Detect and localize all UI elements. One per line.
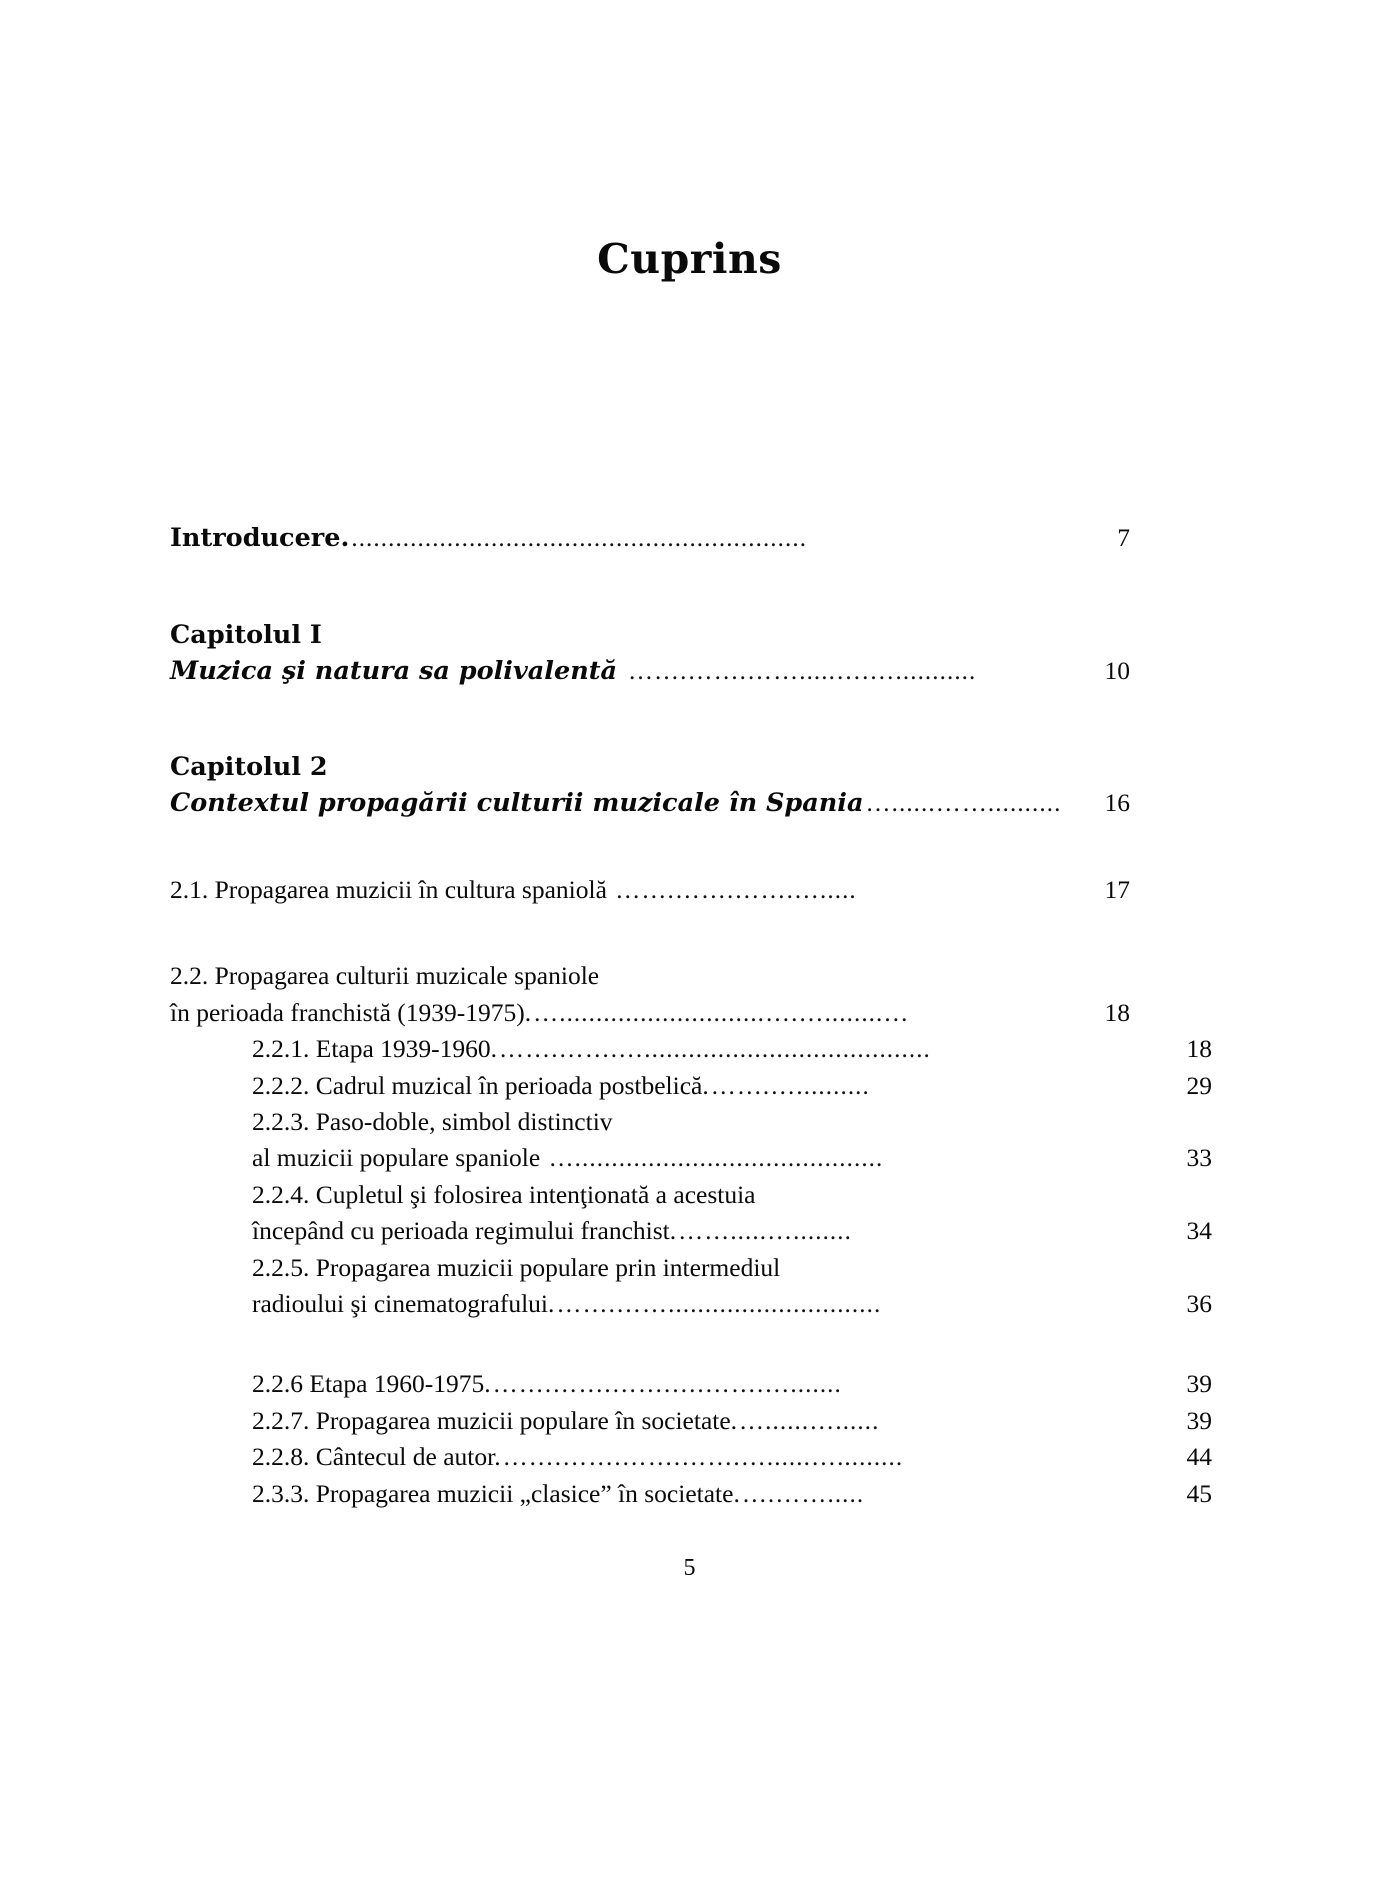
toc-entry-page: 36	[1186, 1288, 1212, 1318]
toc-entry-2-2-3-line1: 2.2.3. Paso-doble, simbol distinctiv	[252, 1107, 613, 1137]
toc-entry-label: al muzicii populare spaniole	[252, 1143, 547, 1173]
dot-leader: …….…..........	[710, 1072, 870, 1100]
toc-entry-2-1[interactable]	[170, 872, 1130, 909]
toc-entry-label: 2.2.7. Propagarea muzicii populare în societate.	[252, 1405, 738, 1435]
dot-leader: …….…….…….….....	[615, 876, 857, 904]
toc-entry-label: 2.3.3. Propagarea muzicii „clasice” în societate.	[252, 1478, 740, 1508]
toc-entry-label: 2.2.1. Etapa 1939-1960.	[252, 1034, 498, 1064]
toc-entry-page: 39	[1186, 1369, 1212, 1399]
toc-entry-page: 16	[1104, 788, 1130, 818]
toc-entry-2-2-1[interactable]	[170, 1031, 1212, 1068]
toc-entry-2-2-5-line1: 2.2.5. Propagarea muzicii populare prin intermediul	[252, 1252, 781, 1282]
dot-leader: ….…….....	[741, 1480, 865, 1508]
toc-entry-label: 2.1. Propagarea muzicii în cultura spaniolă	[170, 874, 614, 904]
page-title: Cuprins	[597, 235, 782, 283]
toc-heading-capitolul-1: Capitolul I	[170, 619, 322, 650]
dot-leader: …….…….…….….…….….......	[492, 1371, 842, 1399]
toc-entry-page: 18	[1186, 1034, 1212, 1064]
toc-entry-label: începând cu perioada regimului franchist.	[252, 1216, 677, 1246]
toc-entry-page: 17	[1104, 874, 1130, 904]
toc-entry-label: radioului şi cinematografului.	[252, 1288, 555, 1318]
toc-entry-2-2-line1: 2.2. Propagarea culturii muzicale spaniole	[170, 961, 600, 991]
dot-leader: …......……..........	[865, 790, 1062, 818]
toc-entry-page: 7	[1117, 523, 1130, 552]
page-number: 5	[683, 1555, 696, 1581]
toc-entry-label: 2.2.6 Etapa 1960-1975.	[252, 1369, 491, 1399]
toc-entry-page: 18	[1104, 997, 1130, 1027]
toc-entry-label: 2.2.8. Cântecul de autor.	[252, 1442, 501, 1472]
toc-entry-page: 44	[1186, 1442, 1212, 1472]
dot-leader: …….....…........	[678, 1218, 852, 1246]
toc-entry-page: 29	[1186, 1070, 1212, 1100]
dot-leader: …..........................................	[548, 1145, 884, 1173]
toc-entry-capitolul-1-title[interactable]	[170, 653, 1130, 690]
table-of-contents	[170, 520, 1212, 1512]
toc-entry-label: 2.2.2. Cadrul muzical în perioada postbelică.	[252, 1070, 709, 1100]
dot-leader: …......…......	[739, 1407, 880, 1435]
toc-entry-page: 34	[1186, 1216, 1212, 1246]
toc-entry-2-2-4-line2[interactable]	[170, 1213, 1212, 1250]
dot-leader: …….…….…….....….…...........	[627, 657, 977, 685]
dot-leader: …….…….............................	[556, 1290, 882, 1318]
toc-entry-2-2-5-line2[interactable]	[170, 1286, 1212, 1323]
dot-leader: ..............................................................	[351, 525, 808, 552]
toc-entry-capitolul-2-title[interactable]	[170, 785, 1130, 822]
dot-leader: …….…….…….…….…......….........	[502, 1444, 904, 1472]
toc-entry-page: 10	[1104, 655, 1130, 685]
toc-entry-2-2-7[interactable]	[170, 1403, 1212, 1440]
toc-entry-2-2-line2[interactable]	[170, 995, 1130, 1032]
toc-entry-2-2-3-line2[interactable]	[170, 1140, 1212, 1177]
toc-entry-label: Muzica şi natura sa polivalentă	[170, 655, 626, 686]
toc-entry-page: 33	[1186, 1143, 1212, 1173]
toc-entry-label: Contextul propagării culturii muzicale în Spania	[170, 788, 864, 819]
toc-entry-page: 45	[1186, 1478, 1212, 1508]
dot-leader: …............................….…........…	[533, 999, 910, 1027]
toc-heading-capitolul-2: Capitolul 2	[170, 752, 328, 783]
dot-leader: …….…….….......................................	[499, 1036, 931, 1064]
toc-entry-label: Introducere.	[170, 523, 350, 553]
toc-entry-introducere[interactable]	[170, 520, 1130, 557]
toc-entry-page: 39	[1186, 1405, 1212, 1435]
toc-entry-2-2-8[interactable]	[170, 1439, 1212, 1476]
toc-entry-2-3-3[interactable]	[170, 1476, 1212, 1513]
toc-entry-2-2-6[interactable]	[170, 1366, 1212, 1403]
toc-entry-2-2-2[interactable]	[170, 1068, 1212, 1105]
toc-entry-label: în perioada franchistă (1939-1975).	[170, 997, 532, 1027]
toc-entry-2-2-4-line1: 2.2.4. Cupletul şi folosirea intenţionată a acestuia	[252, 1179, 756, 1209]
